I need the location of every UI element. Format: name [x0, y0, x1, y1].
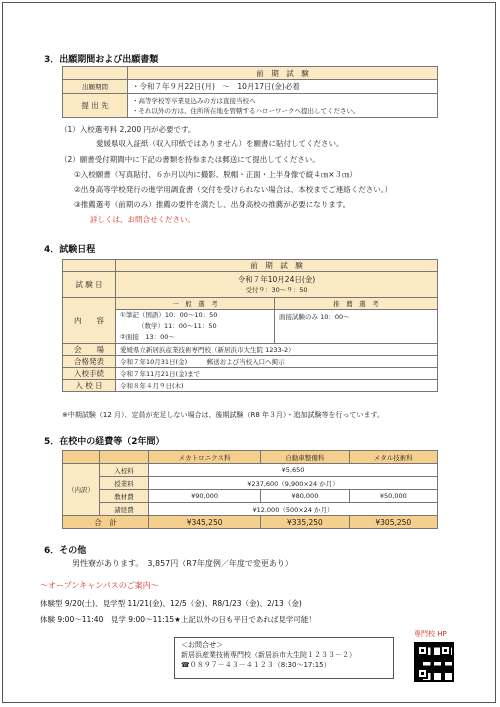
total-value: ¥305,250: [349, 516, 437, 529]
doc-1: ①入校願書（写真貼付、６か月以内に撮影、脱帽・正面・上半身像で縦４㎝×３㎝）: [74, 170, 358, 179]
cost-value: ¥50,000: [349, 490, 437, 503]
result-date: 令和７年10月31日(金) 郵送および当校入口へ掲示: [116, 356, 438, 368]
doc-3: ③推薦選考（前期のみ）推薦の要件を満たし、出身高校の推薦が必要になります。: [74, 200, 351, 209]
cost-value: ¥80,000: [261, 490, 349, 503]
cost-label: 教材費: [100, 490, 149, 503]
recommend-line: 面接試験のみ 10：00～: [275, 310, 438, 344]
qr-label: 専門校 HP: [414, 630, 447, 638]
procedure-date: 令和７年11月21日(金)まで: [116, 368, 438, 380]
contact-tel: ☎０８９７－４３－４１２３（8:30～17:15）: [181, 661, 331, 669]
open-campus-dates: 体験型 9/20(土)、見学型 11/21(金)、12/5（金)、R8/1/23（金)、2/13（金): [40, 599, 302, 608]
row-label: 入校手続: [63, 368, 116, 380]
cost-label: 諸経費: [100, 503, 149, 516]
exam-schedule-table: [62, 259, 438, 392]
reception-time: 受付９：30～９：50: [245, 285, 308, 294]
general-line: ②面接 13：00～: [120, 333, 175, 341]
recommend-head: 推 薦 選 考: [275, 298, 438, 310]
table-header: 前 期 試 験: [128, 67, 438, 80]
table-header: 前 期 試 験: [116, 260, 438, 272]
cost-label: 授業料: [100, 477, 149, 490]
row-value: ・高等学校等卒業見込みの方は直接当校へ: [132, 96, 256, 105]
cost-value: ¥90,000: [149, 490, 261, 503]
exam-date: 令和７年10月24日(金): [237, 274, 316, 284]
venue: 愛媛県立新居浜産業技術専門校（新居浜市大生院 1233-2）: [116, 344, 438, 356]
col-header: メタル技術科: [349, 451, 437, 464]
row-value: ・令和７年９月22日(月) ～ 10月17日(金)必着: [128, 80, 438, 94]
row-label: 入 校 日: [63, 380, 116, 392]
entry-date: 令和８年４月９日(木): [116, 380, 438, 392]
doc-2: ②出身高等学校発行の進学用調査書（交付を受けられない場合は、本校までご連絡ください。）: [74, 185, 392, 194]
row-label: 合格発表: [63, 356, 116, 368]
row-label: 会 場: [63, 344, 116, 356]
section-5-heading: 5．在校中の経費等（2年間）: [44, 437, 165, 447]
breakdown-label: （内訳）: [63, 464, 100, 516]
note-1: （1）入校選考料 2,200 円が必要です。: [60, 125, 196, 134]
row-label: 出願期間: [63, 80, 128, 94]
open-campus-title: ～オープンキャンパスのご案内～: [40, 581, 159, 590]
qr-code[interactable]: [414, 642, 454, 682]
schedule-footnote: ※中期試験（12 月）、定員が充足しない場合は、後期試験（R8 年３月）・追加試験等を行っています。: [62, 411, 384, 419]
section-4-heading: 4．試験日程: [44, 245, 96, 255]
section-3-heading: 3．出願期間および出願書類: [44, 55, 159, 65]
contact-title: ＜お問合せ＞: [181, 641, 223, 649]
row-label: 試 験 日: [63, 272, 116, 298]
section-6-heading: 6．その他: [44, 546, 87, 556]
note-1b: 愛媛県収入証紙（収入印紙ではありません）を願書に貼付してください。: [96, 139, 344, 148]
cost-value: ¥12,000（500×24 か月）: [149, 503, 438, 516]
col-header: 自動車整備科: [261, 451, 349, 464]
cost-value: ¥237,600（9,900×24 か月）: [149, 477, 438, 490]
inquiry-note: 詳しくは、お問合せください。: [90, 215, 195, 224]
dormitory-note: 男性寮があります。 3,857円（R7年度例／年度で変更あり）: [72, 559, 293, 568]
open-campus-times: 体験 9:00～11:40 見学 9:00～11:15★上記以外の日も平日であれば見学可能！: [40, 615, 316, 624]
cost-label: 入校料: [100, 464, 149, 477]
total-label: 合 計: [63, 516, 149, 529]
general-line: （数学）11：00～11：50: [138, 322, 217, 330]
row-label: 提 出 先: [63, 94, 128, 118]
contact-name: 新居浜産業技術専門校（新居浜市大生院１２３３－２）: [181, 651, 356, 659]
total-value: ¥345,250: [149, 516, 261, 529]
row-value: ・それ以外の方は、住所所在地を管轄するハローワークへ提出してください。: [132, 106, 360, 115]
note-2: （2）願書受付期間中に下記の書類を持参または郵送にて提出してください。: [60, 155, 320, 164]
general-head: 一 般 選 考: [116, 298, 275, 310]
row-label: 内 容: [63, 298, 116, 344]
contact-box: [174, 637, 394, 679]
application-period-table: [62, 66, 438, 118]
col-header: メカトロニクス科: [149, 451, 261, 464]
general-line: ①筆記（国語）10：00～10：50: [120, 311, 218, 319]
cost-table: [62, 450, 438, 529]
cost-value: ¥5,650: [149, 464, 438, 477]
total-value: ¥335,250: [261, 516, 349, 529]
